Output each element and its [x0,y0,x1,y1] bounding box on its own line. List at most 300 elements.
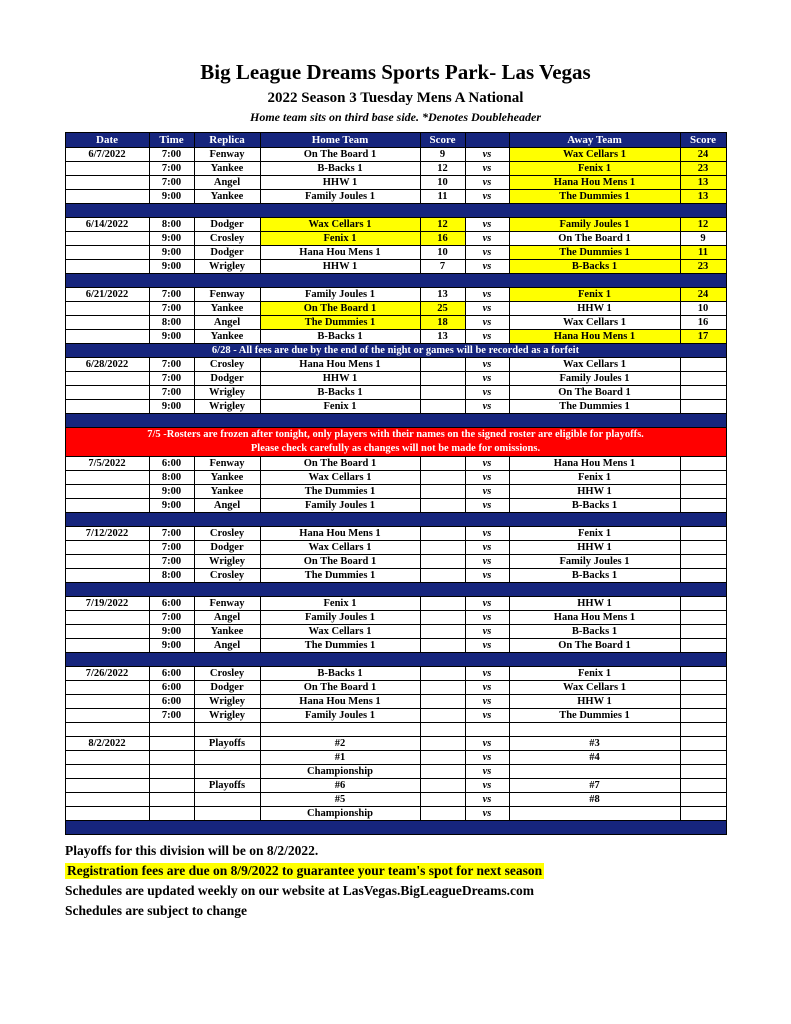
cell-away-team: The Dummies 1 [509,709,680,723]
cell-date: 7/12/2022 [65,527,149,541]
notice-line: Please check carefully as changes will not be made for omissions. [250,443,541,454]
game-row [65,176,726,190]
cell-away-team: Hana Hou Mens 1 [509,330,680,344]
footer-website-line [65,883,726,899]
cell-date: 7/26/2022 [65,667,149,681]
game-row [65,471,726,485]
cell-replica [194,765,260,779]
cell-replica: Fenway [194,457,260,471]
cell-away-score: 12 [680,218,726,232]
separator-row [65,414,726,428]
game-row [65,681,726,695]
game-row [65,232,726,246]
cell-home-team: Fenix 1 [260,597,420,611]
cell-home-score: 16 [420,232,465,246]
cell-time: 6:00 [149,457,194,471]
game-row [65,499,726,513]
cell-away-score [680,457,726,471]
game-row [65,358,726,372]
cell-date [65,316,149,330]
cell-away-score [680,372,726,386]
cell-vs: vs [465,597,509,611]
cell-away-score [680,611,726,625]
cell-replica [194,793,260,807]
cell-vs: vs [465,695,509,709]
cell-date: 6/7/2022 [65,148,149,162]
cell-vs: vs [465,625,509,639]
cell-away-score [680,807,726,821]
cell-home-team: Hana Hou Mens 1 [260,527,420,541]
cell-vs: vs [465,779,509,793]
footer-subject-text: Schedules are subject to change [65,903,247,918]
separator-cell: 6/28 - All fees are due by the end of the night or games will be recorded as a forfeit [65,344,726,358]
cell-away-team: HHW 1 [509,485,680,499]
cell-date: 8/2/2022 [65,737,149,751]
cell-home-score [420,372,465,386]
cell-time: 7:00 [149,555,194,569]
footer-registration-text: Registration fees are due on 8/9/2022 to guarantee your team's spot for next season [67,863,543,878]
cell-home-team: The Dummies 1 [260,316,420,330]
cell-time: 7:00 [149,358,194,372]
cell-time: 7:00 [149,176,194,190]
header-replica: Replica [194,133,260,148]
cell-home-team: Family Joules 1 [260,709,420,723]
cell-home-score: 7 [420,260,465,274]
cell-home-score [420,709,465,723]
game-row [65,737,726,751]
cell-away-score: 24 [680,148,726,162]
cell-replica: Dodger [194,681,260,695]
cell-home-team: Fenix 1 [260,232,420,246]
game-row [65,541,726,555]
game-row [65,709,726,723]
cell-replica: Yankee [194,471,260,485]
cell-home-team: The Dummies 1 [260,485,420,499]
cell-replica: Wrigley [194,386,260,400]
cell-home-score [420,485,465,499]
game-row [65,316,726,330]
cell-away-team: Wax Cellars 1 [509,681,680,695]
cell-home-score [420,457,465,471]
cell-date [65,639,149,653]
header-home-team: Home Team [260,133,420,148]
cell-replica: Fenway [194,148,260,162]
cell-home-team: B-Backs 1 [260,162,420,176]
cell-home-score [420,765,465,779]
cell-date [65,555,149,569]
cell-away-score [680,695,726,709]
separator-row [65,821,726,835]
cell-time [149,807,194,821]
cell-away-team: B-Backs 1 [509,499,680,513]
cell-home-score [420,400,465,414]
cell-away-team: B-Backs 1 [509,569,680,583]
separator-cell [65,414,726,428]
game-row [65,569,726,583]
cell-away-team: Family Joules 1 [509,372,680,386]
cell-replica: Angel [194,499,260,513]
game-row [65,667,726,681]
cell-time: 6:00 [149,681,194,695]
cell-home-score [420,681,465,695]
cell-replica: Crosley [194,667,260,681]
cell-vs: vs [465,400,509,414]
cell-vs: vs [465,765,509,779]
game-row [65,260,726,274]
home-team-note: Home team sits on third base side. *Denotes Doubleheader [250,110,541,124]
cell-replica: Crosley [194,527,260,541]
cell-date: 6/21/2022 [65,288,149,302]
cell-time [149,737,194,751]
cell-home-team [260,723,420,737]
game-row [65,597,726,611]
cell-home-score [420,737,465,751]
cell-home-team: On The Board 1 [260,555,420,569]
separator-row [65,513,726,527]
cell-away-score [680,723,726,737]
game-row [65,400,726,414]
cell-home-team: Wax Cellars 1 [260,218,420,232]
cell-replica: Wrigley [194,695,260,709]
separator-row [65,204,726,218]
cell-home-team: Fenix 1 [260,400,420,414]
footer [65,843,726,919]
cell-away-score: 17 [680,330,726,344]
footer-playoffs-text: Playoffs for this division will be on 8/2/2022. [65,843,319,858]
cell-away-team: The Dummies 1 [509,400,680,414]
cell-home-score: 18 [420,316,465,330]
cell-home-team: HHW 1 [260,372,420,386]
cell-away-score: 13 [680,176,726,190]
cell-away-score: 13 [680,190,726,204]
cell-vs: vs [465,288,509,302]
cell-home-score: 10 [420,176,465,190]
header-date: Date [65,133,149,148]
separator-cell [65,583,726,597]
cell-time: 9:00 [149,400,194,414]
cell-time [149,793,194,807]
cell-date [65,779,149,793]
cell-vs: vs [465,358,509,372]
cell-away-team: B-Backs 1 [509,625,680,639]
cell-home-score [420,723,465,737]
game-row [65,190,726,204]
cell-time: 9:00 [149,625,194,639]
cell-replica: Dodger [194,372,260,386]
cell-replica: Angel [194,316,260,330]
cell-time: 7:00 [149,372,194,386]
cell-date: 6/28/2022 [65,358,149,372]
game-row [65,611,726,625]
cell-date [65,176,149,190]
cell-home-score [420,541,465,555]
cell-date: 7/5/2022 [65,457,149,471]
cell-date [65,723,149,737]
cell-away-score [680,485,726,499]
cell-time: 9:00 [149,246,194,260]
cell-home-team: Championship [260,765,420,779]
footer-website-text: Schedules are updated weekly on our website at LasVegas.BigLeagueDreams.com [65,883,535,898]
cell-home-team: On The Board 1 [260,302,420,316]
cell-time: 9:00 [149,499,194,513]
cell-away-team: HHW 1 [509,541,680,555]
cell-away-score [680,569,726,583]
cell-away-score: 24 [680,288,726,302]
cell-away-score [680,737,726,751]
game-row [65,527,726,541]
cell-away-score [680,386,726,400]
cell-replica: Wrigley [194,555,260,569]
cell-date: 7/19/2022 [65,597,149,611]
cell-home-team: B-Backs 1 [260,386,420,400]
cell-home-team: Hana Hou Mens 1 [260,358,420,372]
separator-cell [65,204,726,218]
separator-cell [65,513,726,527]
cell-home-team: The Dummies 1 [260,639,420,653]
cell-replica: Angel [194,176,260,190]
cell-away-score [680,639,726,653]
cell-vs: vs [465,372,509,386]
cell-replica: Playoffs [194,779,260,793]
separator-row [65,344,726,358]
cell-home-score: 13 [420,330,465,344]
game-row [65,218,726,232]
cell-replica: Yankee [194,162,260,176]
cell-away-team: HHW 1 [509,695,680,709]
cell-date [65,709,149,723]
cell-replica: Wrigley [194,400,260,414]
cell-away-team: B-Backs 1 [509,260,680,274]
cell-away-team [509,807,680,821]
cell-home-score: 12 [420,162,465,176]
cell-time: 6:00 [149,667,194,681]
game-row [65,372,726,386]
cell-away-team: Fenix 1 [509,288,680,302]
game-row [65,302,726,316]
cell-away-team: The Dummies 1 [509,190,680,204]
cell-home-score [420,569,465,583]
game-row [65,793,726,807]
cell-away-score: 16 [680,316,726,330]
cell-home-score [420,555,465,569]
cell-home-team: Family Joules 1 [260,190,420,204]
cell-away-team: Wax Cellars 1 [509,316,680,330]
cell-home-score [420,807,465,821]
cell-date [65,232,149,246]
cell-vs: vs [465,555,509,569]
cell-home-team: Championship [260,807,420,821]
cell-time: 7:00 [149,288,194,302]
cell-replica: Crosley [194,358,260,372]
cell-date [65,681,149,695]
cell-home-team: Wax Cellars 1 [260,541,420,555]
cell-time: 9:00 [149,190,194,204]
cell-replica: Crosley [194,232,260,246]
cell-replica: Yankee [194,302,260,316]
game-row [65,330,726,344]
cell-home-score [420,793,465,807]
cell-away-team: Wax Cellars 1 [509,148,680,162]
cell-away-score: 10 [680,302,726,316]
cell-home-score [420,695,465,709]
game-row [65,639,726,653]
cell-away-team: HHW 1 [509,597,680,611]
cell-replica: Angel [194,639,260,653]
cell-date: 6/14/2022 [65,218,149,232]
cell-vs: vs [465,737,509,751]
header-away-team: Away Team [509,133,680,148]
footer-playoffs-line [65,843,726,859]
notice-line: 7/5 -Rosters are frozen after tonight, only players with their names on the signed roster are eligible for playoffs. [147,429,644,440]
separator-row [65,274,726,288]
cell-date [65,499,149,513]
cell-time: 7:00 [149,148,194,162]
cell-away-team: Fenix 1 [509,667,680,681]
cell-vs: vs [465,190,509,204]
separator-cell [65,821,726,835]
cell-time: 9:00 [149,330,194,344]
cell-home-score: 10 [420,246,465,260]
separator-cell [65,653,726,667]
cell-away-team: Fenix 1 [509,527,680,541]
cell-vs: vs [465,681,509,695]
cell-date [65,302,149,316]
header-time: Time [149,133,194,148]
cell-time: 9:00 [149,485,194,499]
cell-away-team: Hana Hou Mens 1 [509,611,680,625]
cell-home-score [420,751,465,765]
cell-away-team: HHW 1 [509,302,680,316]
game-row [65,457,726,471]
cell-time: 6:00 [149,695,194,709]
cell-away-team: #4 [509,751,680,765]
cell-vs: vs [465,232,509,246]
cell-time: 7:00 [149,541,194,555]
game-row [65,625,726,639]
cell-away-team: Fenix 1 [509,471,680,485]
cell-away-team: On The Board 1 [509,386,680,400]
cell-away-score [680,400,726,414]
game-row [65,807,726,821]
cell-away-team [509,765,680,779]
cell-date [65,246,149,260]
cell-date [65,260,149,274]
cell-home-score [420,667,465,681]
header-home-score: Score [420,133,465,148]
cell-home-team: #1 [260,751,420,765]
season-subtitle: 2022 Season 3 Tuesday Mens A National [267,90,524,106]
cell-away-score [680,625,726,639]
cell-away-score [680,358,726,372]
cell-replica: Dodger [194,246,260,260]
cell-time: 7:00 [149,709,194,723]
cell-away-team: #7 [509,779,680,793]
separator-cell [65,274,726,288]
game-row [65,779,726,793]
game-row [65,288,726,302]
cell-replica: Crosley [194,569,260,583]
cell-vs: vs [465,148,509,162]
cell-vs: vs [465,330,509,344]
notice-row [65,428,726,457]
cell-home-team: On The Board 1 [260,457,420,471]
cell-home-team: #6 [260,779,420,793]
cell-home-team: HHW 1 [260,260,420,274]
cell-time: 6:00 [149,597,194,611]
cell-time: 8:00 [149,471,194,485]
empty-row [65,723,726,737]
cell-away-team: Family Joules 1 [509,555,680,569]
game-row [65,162,726,176]
game-row [65,148,726,162]
cell-home-score [420,611,465,625]
cell-away-team: Wax Cellars 1 [509,358,680,372]
footer-registration-line [65,863,726,879]
cell-away-score: 9 [680,232,726,246]
separator-row [65,653,726,667]
footer-subject-line [65,903,726,919]
cell-home-score [420,639,465,653]
cell-date [65,162,149,176]
cell-home-score [420,597,465,611]
cell-replica: Yankee [194,485,260,499]
header-away-score: Score [680,133,726,148]
cell-vs: vs [465,485,509,499]
cell-replica: Yankee [194,190,260,204]
cell-home-team: The Dummies 1 [260,569,420,583]
game-row [65,485,726,499]
cell-vs: vs [465,527,509,541]
cell-home-score [420,358,465,372]
cell-home-score: 11 [420,190,465,204]
cell-time: 8:00 [149,569,194,583]
cell-away-score: 11 [680,246,726,260]
cell-date [65,807,149,821]
cell-away-score [680,555,726,569]
cell-replica [194,723,260,737]
cell-vs: vs [465,667,509,681]
cell-home-score [420,625,465,639]
cell-home-team: On The Board 1 [260,148,420,162]
cell-home-score [420,779,465,793]
cell-home-team: Family Joules 1 [260,499,420,513]
cell-home-team: Hana Hou Mens 1 [260,246,420,260]
game-row [65,386,726,400]
cell-time [149,779,194,793]
cell-vs: vs [465,751,509,765]
cell-replica: Fenway [194,597,260,611]
cell-home-team: On The Board 1 [260,681,420,695]
cell-home-score: 12 [420,218,465,232]
cell-date [65,765,149,779]
cell-away-score [680,541,726,555]
cell-date [65,625,149,639]
cell-home-team: B-Backs 1 [260,667,420,681]
cell-date [65,471,149,485]
cell-away-score [680,779,726,793]
cell-away-score [680,667,726,681]
cell-home-score [420,527,465,541]
cell-date [65,793,149,807]
cell-home-score [420,499,465,513]
cell-vs: vs [465,246,509,260]
cell-date [65,485,149,499]
cell-date [65,751,149,765]
cell-replica: Wrigley [194,260,260,274]
cell-time: 8:00 [149,316,194,330]
cell-home-score: 13 [420,288,465,302]
cell-replica: Playoffs [194,737,260,751]
